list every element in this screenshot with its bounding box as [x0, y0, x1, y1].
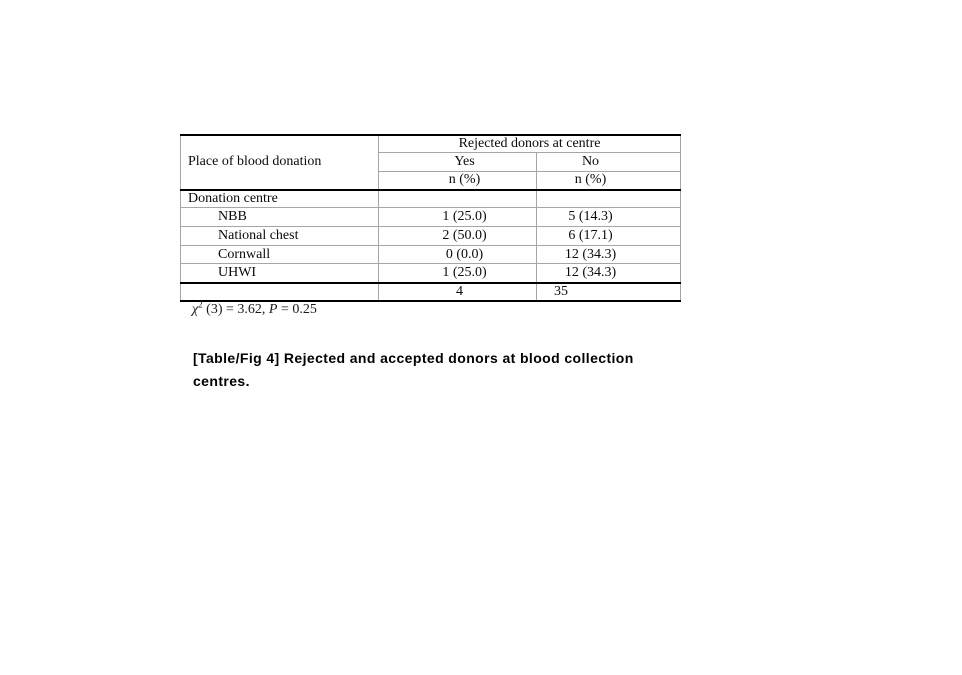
no-value: 12 (34.3) [537, 264, 681, 283]
chi-df-value: (3) = 3.62, [202, 302, 269, 317]
no-value: 5 (14.3) [537, 208, 681, 227]
section-label-donation-centre: Donation centre [181, 190, 379, 208]
no-value: 6 (17.1) [537, 227, 681, 246]
table-row-cornwall [181, 246, 681, 264]
yes-value: 1 (25.0) [379, 264, 537, 283]
table-row-uhwi [181, 264, 681, 283]
chi-superscript: 2 [198, 299, 203, 310]
table-row-national-chest [181, 227, 681, 246]
header-n-pct-yes: n (%) [379, 172, 537, 190]
chi-symbol: χ [192, 302, 199, 317]
totals-empty-label [181, 283, 379, 301]
table-header-row-group [181, 135, 681, 153]
totals-no: 35 [537, 283, 681, 301]
header-n-pct-no: n (%) [537, 172, 681, 190]
header-no: No [537, 153, 681, 172]
centre-name: UHWI [181, 264, 379, 283]
p-symbol: P [268, 302, 278, 317]
centre-name: Cornwall [181, 246, 379, 264]
header-rejected-donors-group: Rejected donors at centre [379, 135, 681, 153]
section-empty-yes [379, 190, 537, 208]
centre-name: National chest [181, 227, 379, 246]
header-yes: Yes [379, 153, 537, 172]
no-value: 12 (34.3) [537, 246, 681, 264]
table-section-row [181, 190, 681, 208]
p-value: = 0.25 [277, 302, 317, 317]
section-empty-no [537, 190, 681, 208]
centre-name: NBB [181, 208, 379, 227]
table-totals-row [181, 283, 681, 301]
yes-value: 0 (0.0) [379, 246, 537, 264]
figure-caption: [Table/Fig 4] Rejected and accepted donors at blood collection centres. [193, 350, 634, 389]
donors-table [180, 134, 681, 302]
totals-yes: 4 [379, 283, 537, 301]
header-place-of-donation: Place of blood donation [181, 135, 379, 190]
yes-value: 2 (50.0) [379, 227, 537, 246]
chi-square-note [192, 299, 317, 318]
yes-value: 1 (25.0) [379, 208, 537, 227]
table-row-nbb [181, 208, 681, 227]
